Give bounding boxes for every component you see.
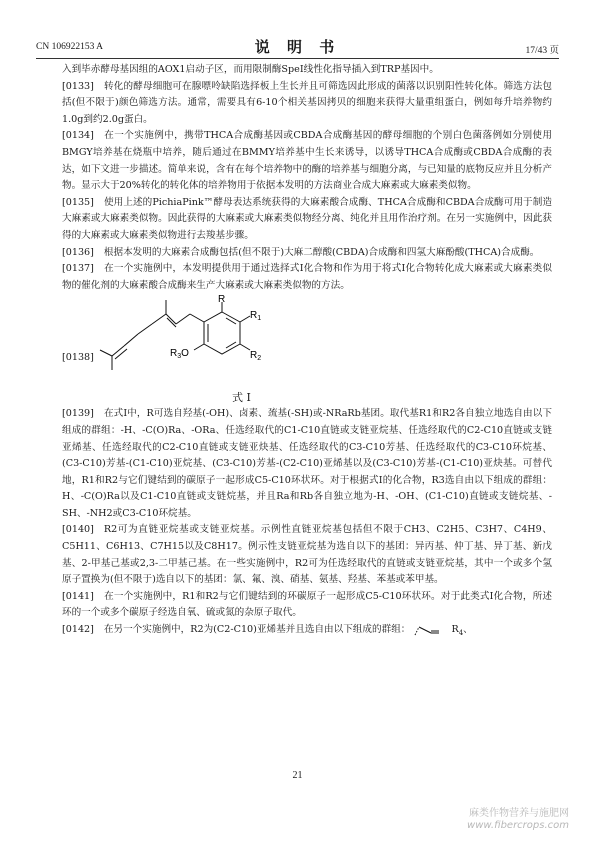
paragraph-text: 在式I中，R可选自羟基(-OH)、卤素、巯基(-SH)或-NRaRb基团。取代基R1和R2各自独立地选自由以下组成的群组：-H、-C(O)Ra、-ORa、任选经取代的C1-C10直链或支链亚烷基、任选经取代的C2-C10直链或支链亚烯基、任选经取代的C2-C10直链或支链亚炔基、任选经取代的C3-C10芳基、任选经取代的C3-C10环烷基、(C3-C10)芳基-(C1-C10)亚烷基、(C3-C10)芳基-(C2-C10)亚烯基以及(C3-C10)芳基-(C1-C10)亚炔基。可替代地，R1和R2与它们键结到的碳原子一起形成C5-C10环状环。对于根据式I的化合物，R3选自由以下组成的群组：H、-C(O)Ra以及C1-C10直链或支链烷基，并且Ra和Rb各自独立地为-H、-OH、(C1-C10)直链或支链烷基、-SH、-NH2或C3-C10环烷基。: [62, 408, 552, 519]
paragraph-number: [0135]: [62, 196, 94, 208]
formula-label: 式 I: [232, 391, 251, 405]
watermark: [467, 808, 569, 832]
paragraph-number: [0134]: [62, 130, 94, 142]
atom-label-r: R: [218, 294, 226, 306]
svg-text:R3O: [170, 348, 189, 360]
paragraph-0134: [62, 128, 552, 194]
paragraph-0140: [62, 522, 552, 588]
paragraph-number: [0137]: [62, 263, 94, 275]
formula-figure: [62, 294, 552, 406]
paragraph-text: R2可为直链亚烷基或支链亚烷基。示例性直链亚烷基包括但不限于CH3、C2H5、C3H7、C4H9、C5H11、C6H13、C7H15以及C8H17。例示性支链亚烷基为选自以下的基团：异丙基、仲丁基、异丁基、新戊基、2-甲基己基或2,3-二甲基己基。在一些实施例中，R2可为任选经取代的直链或支链亚烷基，其中一个或多个氢原子置换为(但不限于)选自以下的基团：氯、氟、溴、硝基、氨基、羟基、苯基或苯甲基。: [62, 524, 552, 586]
atom-label-r2: R: [250, 350, 258, 362]
patent-number: CN 106922153 A: [36, 42, 104, 52]
paragraph-text: 使用上述的PichiaPink™酵母表达系统获得的大麻素酸合成酶、THCA合成酶和CBDA合成酶可用于制造大麻素或大麻素类似物。因此获得的大麻素或大麻素类似物经分离、纯化并且用作治疗剂。在另一实施例中，因此获得的大麻素或大麻素类似物进行去羧基步骤。: [62, 196, 552, 241]
svg-text:R2: [250, 350, 261, 362]
atom-label-r1: R: [250, 310, 258, 322]
paragraph-text: 根据本发明的大麻素合成酶包括(但不限于)大麻二醇酸(CBDA)合成酶和四氢大麻酚酸(THCA)合成酶。: [103, 246, 540, 258]
atom-label-o: O: [181, 348, 189, 360]
paragraph-text: 在一个实施例中，本发明提供用于通过选择式I化合物和作为用于将式I化合物转化成大麻素或大麻素类似物的催化剂的大麻素酸合成酶来生产大麻素或大麻素类似物的方法。: [62, 263, 552, 291]
paragraph-number: [0142]: [62, 624, 94, 636]
paragraph-text: 在一个实施例中，携带THCA合成酶基因或CBDA合成酶基因的酵母细胞的个别白色菌落例如分别使用BMGY培养基在烧瓶中培养，随后通过在BMMY培养基中生长来诱导，以诱导THCA合成酶或CBDA合成酶的表达，如下文进一步描述。简单来说，含有在每个培养物中的酶的培养基与细胞分离，与已知量的底物反应并且分析产物。显示大于20%转化的转化体的培养物用于依据本发明的方法商业合成大麻素或大麻素类似物。: [62, 130, 552, 192]
paragraph-0137: [62, 261, 552, 294]
watermark-site-name: 麻类作物营养与施肥网: [469, 808, 569, 819]
atom-label-r2-sub: 2: [257, 355, 262, 363]
paragraph-0141: [62, 589, 552, 622]
atom-label-r3: R: [170, 348, 178, 360]
atom-label-r3-sub: 3: [177, 353, 182, 361]
svg-text:R1: [250, 310, 261, 322]
atom-label-r1-sub: 1: [257, 315, 262, 323]
paragraph-number: [0133]: [62, 80, 94, 92]
page-number: 21: [292, 770, 303, 781]
alkenyl-structure-icon: [413, 623, 451, 637]
paragraph-0133: [62, 79, 552, 129]
paragraph-0135: [62, 195, 552, 245]
svg-text:R: [218, 294, 225, 305]
paragraph-number: [0141]: [62, 590, 94, 602]
document-title: 说 明 书: [254, 38, 341, 56]
paragraph-number: [0138]: [62, 352, 94, 364]
watermark-url: www.fibercrops.com: [467, 820, 569, 831]
page-header: [36, 36, 559, 56]
paragraph-number: [0136]: [62, 246, 94, 258]
paragraph-number: [0139]: [62, 408, 94, 420]
paragraph-continuation: [62, 62, 552, 79]
r4-label: R: [451, 624, 459, 636]
paragraph-text: 在另一个实施例中，R2为(C2-C10)亚烯基并且选自由以下组成的群组：: [103, 624, 411, 636]
paragraph-trailing-punct: 、: [463, 624, 473, 636]
paragraph-text: 入到毕赤酵母基因组的AOX1启动子区，而用限制酶SpeI线性化指导插入到TRP基因中。: [62, 64, 439, 75]
paragraph-number: [0140]: [62, 524, 94, 536]
paragraph-0136: [62, 245, 552, 262]
r4-label-sub: 4: [458, 628, 464, 637]
page-reference: 17/43 页: [525, 46, 559, 56]
paragraph-0139: [62, 406, 552, 522]
header-rule: [36, 58, 559, 59]
paragraph-text: 在一个实施例中，R1和R2与它们键结到的环碳原子一起形成C5-C10环状环。对于此类式I化合物，所述环的一个或多个碳原子经选自氧、硫或氮的杂原子取代。: [62, 590, 552, 619]
document-body: [62, 62, 552, 642]
paragraph-0142: [62, 622, 552, 642]
paragraph-text: 转化的酵母细胞可在腺嘌呤缺陷选择板上生长并且可筛选因此形成的菌落以识别阳性转化体。筛选方法包括(但不限于)颜色筛选方法。通常，需要具有6-10个相关基因拷贝的细胞来获得大量重组蛋白，例如每升培养物约1.0g到约2.0g蛋白。: [62, 80, 552, 125]
chemical-structure-diagram: [90, 294, 290, 394]
